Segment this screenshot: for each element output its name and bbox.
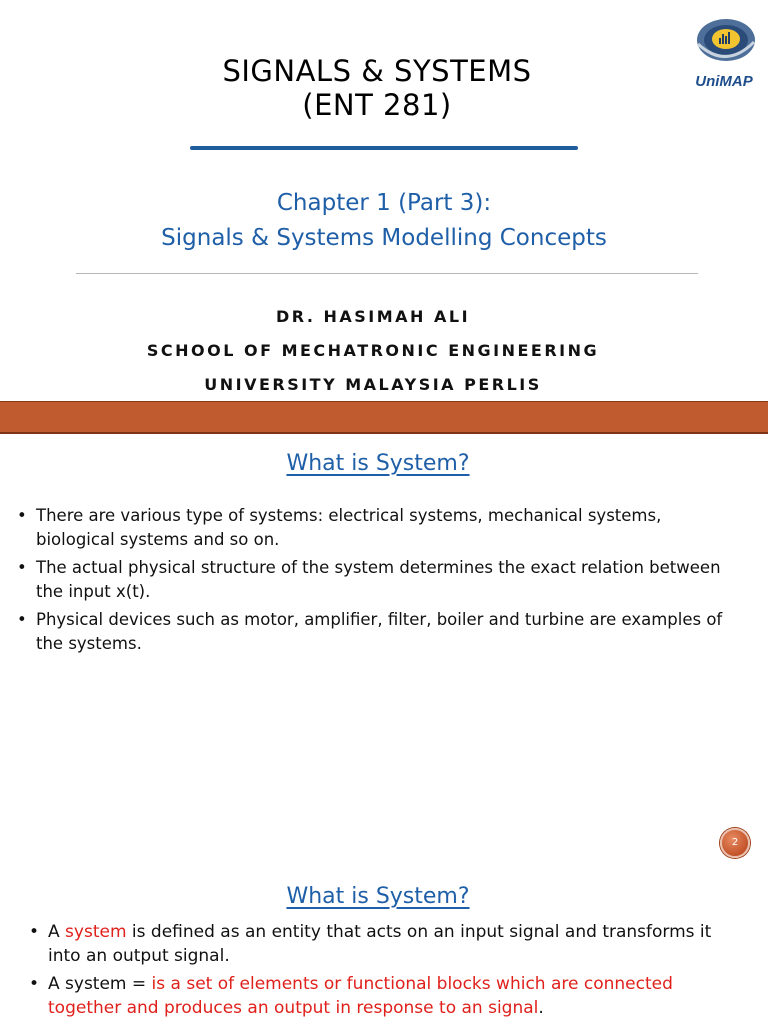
title-underline [190, 146, 578, 150]
highlight-definition: is a set of elements or functional blocks which are connected together and produces an output in response to an signal [48, 974, 673, 1018]
section-heading: What is System? [286, 451, 470, 476]
slide-title [0, 54, 754, 122]
author-name: DR. HASIMAH ALI [275, 307, 471, 326]
list-item: • The actual physical structure of the system determines the exact relation between the input x(t). [14, 556, 734, 604]
title-line-2: (ENT 281) [302, 88, 452, 122]
text-prefix: A system = [48, 974, 152, 994]
logo-text: UniMAP [695, 73, 753, 90]
bullet-list-2 [26, 920, 742, 1024]
list-item [26, 920, 742, 968]
divider [76, 273, 698, 274]
title-line-1: SIGNALS & SYSTEMS [222, 54, 532, 88]
chapter-title [0, 186, 768, 256]
chapter-line-1: Chapter 1 (Part 3): [276, 190, 492, 216]
text-rest: is defined as an entity that acts on an input signal and transforms it into an output signal. [48, 922, 712, 966]
page-number-badge: 2 [720, 828, 750, 858]
list-item [26, 972, 742, 1020]
section-heading-2: What is System? [286, 884, 470, 909]
highlight-term: system [65, 922, 127, 942]
school-name: SCHOOL OF MECHATRONIC ENGINEERING [146, 341, 600, 360]
text-prefix: A [48, 922, 66, 942]
text-suffix: . [538, 998, 544, 1018]
list-item: • Physical devices such as motor, amplifier, filter, boiler and turbine are examples of the systems. [14, 608, 734, 656]
list-item: • There are various type of systems: electrical systems, mechanical systems, biological systems and so on. [14, 504, 734, 552]
bullet-list [14, 504, 734, 660]
slide-separator-band [0, 401, 768, 434]
chapter-line-2: Signals & Systems Modelling Concepts [161, 225, 607, 251]
university-name: UNIVERSITY MALAYSIA PERLIS [204, 375, 542, 394]
